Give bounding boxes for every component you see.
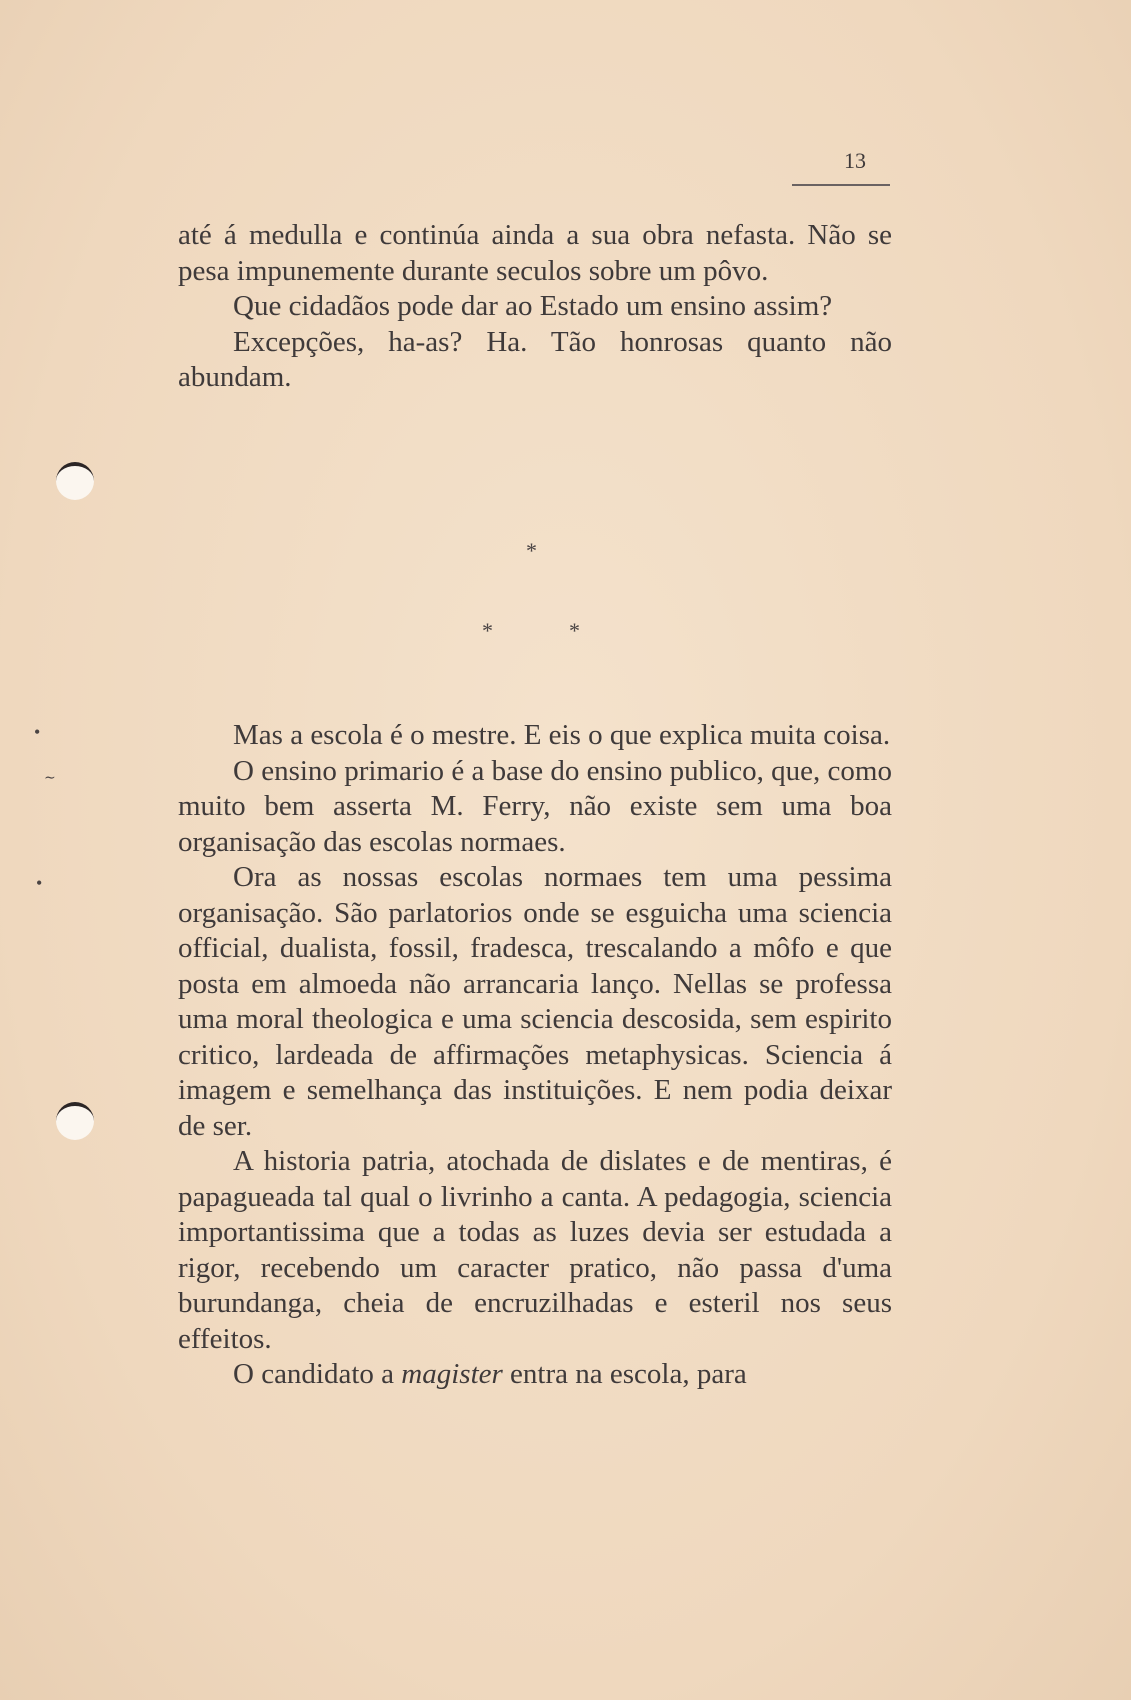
paragraph: Excepções, ha-as? Ha. Tão honrosas quanto não abundam. (178, 325, 892, 393)
margin-mark: • (34, 722, 41, 742)
paragraph: A historia patria, atochada de dislates e de mentiras, é papagueada tal qual o livrinho a canta. A pedagogia, sciencia importantissima que a todas as luzes devia ser estudada a rigor, recebendo um caracter pratico, não passa d'uma burundanga, cheia de encruzilhadas e esteril nos seus effeitos. (178, 1145, 892, 1355)
margin-mark: ∼ (44, 771, 56, 786)
paragraph-text: entra na escola, para (502, 1358, 747, 1390)
separator-asterisk: * (569, 618, 580, 643)
separator-asterisk: * (526, 538, 537, 563)
page-number: 13 (844, 148, 866, 173)
page-number-rule (792, 184, 890, 186)
paragraph: Que cidadãos pode dar ao Estado um ensino assim? (233, 290, 833, 322)
paragraph-last (178, 1357, 892, 1393)
punch-hole (56, 1102, 94, 1140)
paragraph: O ensino primario é a base do ensino publico, que, como muito bem asserta M. Ferry, não existe sem uma boa organisação das escolas normaes. (178, 754, 892, 858)
paragraph-text: O candidato a (233, 1358, 402, 1390)
paragraph: até á medulla e continúa ainda a sua obra nefasta. Não se pesa impunemente durante seculos sobre um pôvo. (178, 219, 892, 287)
text-section-a (178, 218, 892, 396)
separator-asterisk: * (482, 618, 493, 643)
margin-mark: • (36, 873, 43, 893)
italic-term: magister (401, 1358, 503, 1390)
paragraph: Mas a escola é o mestre. E eis o que explica muita coisa. (233, 719, 891, 751)
paragraph: Ora as nossas escolas normaes tem uma pessima organisação. São parlatorios onde se esguicha uma sciencia official, dualista, fossil, fradesca, trescalando a môfo e que posta em almoeda não arrancaria lanço. Nellas se professa uma moral theologica e uma sciencia descosida, sem espirito critico, lardeada de affirmações metaphysicas. Sciencia á imagem e semelhança das instituições. E nem podia deixar de ser. (178, 861, 892, 1142)
punch-hole (56, 462, 94, 500)
text-section-b (178, 718, 892, 1393)
